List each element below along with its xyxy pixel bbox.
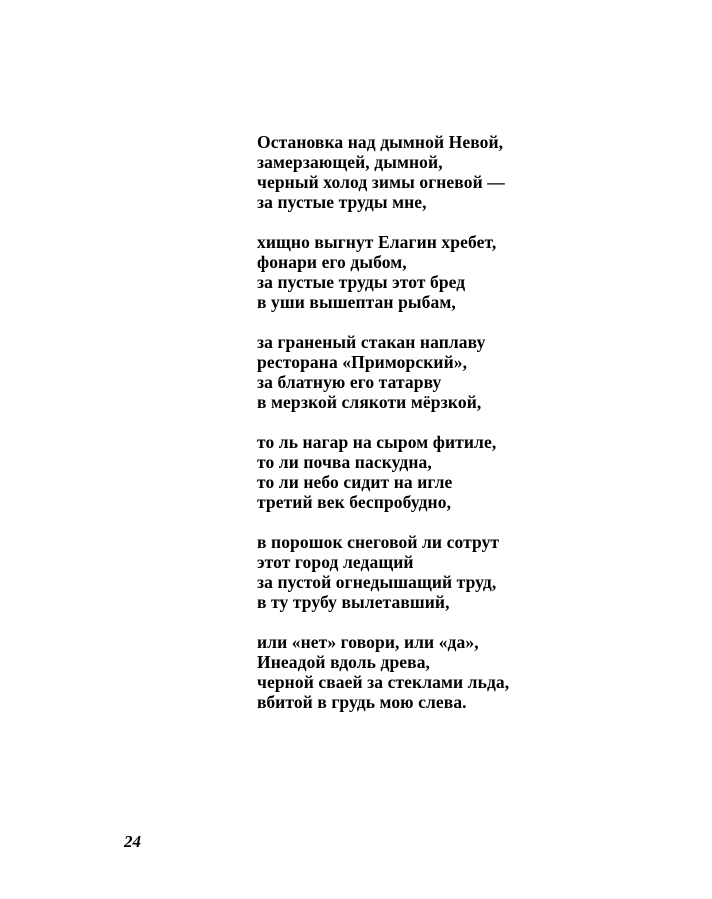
- stanza-5: [257, 532, 677, 612]
- stanza-2: [257, 232, 677, 312]
- poem-line: в порошок снеговой ли сотрут: [257, 532, 500, 552]
- stanza-6: [257, 632, 677, 712]
- page-number: 24: [124, 832, 141, 851]
- stanza-3: [257, 332, 677, 412]
- poem-line: за пустые труды мне,: [257, 192, 427, 212]
- poem-line: Остановка над дымной Невой,: [257, 132, 504, 152]
- poem-line: в уши вышептан рыбам,: [257, 292, 456, 312]
- poem-line: этот город ледащий: [257, 552, 414, 572]
- poem-line: черный холод зимы огневой —: [257, 172, 505, 192]
- poem-line: Инеадой вдоль древа,: [257, 652, 431, 672]
- poem-line: вбитой в грудь мою слева.: [257, 692, 467, 712]
- poem-line: за пустой огнедышащий труд,: [257, 572, 497, 592]
- stanza-1: [257, 132, 677, 212]
- poem-line: то ль нагар на сыром фитиле,: [257, 432, 497, 452]
- poem-line: фонари его дыбом,: [257, 252, 407, 272]
- poem-line: или «нет» говори, или «да»,: [257, 632, 479, 652]
- poem-line: ресторана «Приморский»,: [257, 352, 468, 372]
- poem-line: в мерзкой слякоти мёрзкой,: [257, 392, 482, 412]
- poem-line: за граненый стакан наплаву: [257, 332, 486, 352]
- poem-line: третий век беспробудно,: [257, 492, 452, 512]
- poem-line: за блатную его татарву: [257, 372, 442, 392]
- poem-line: замерзающей, дымной,: [257, 152, 443, 172]
- poem-line: за пустые труды этот бред: [257, 272, 466, 292]
- poem-line: то ли небо сидит на игле: [257, 472, 453, 492]
- poem-line: хищно выгнут Елагин хребет,: [257, 232, 497, 252]
- poem-body: [257, 132, 677, 732]
- stanza-4: [257, 432, 677, 512]
- poem-line: то ли почва паскудна,: [257, 452, 432, 472]
- poem-line: в ту трубу вылетавший,: [257, 592, 450, 612]
- poem-line: черной сваей за стеклами льда,: [257, 672, 510, 692]
